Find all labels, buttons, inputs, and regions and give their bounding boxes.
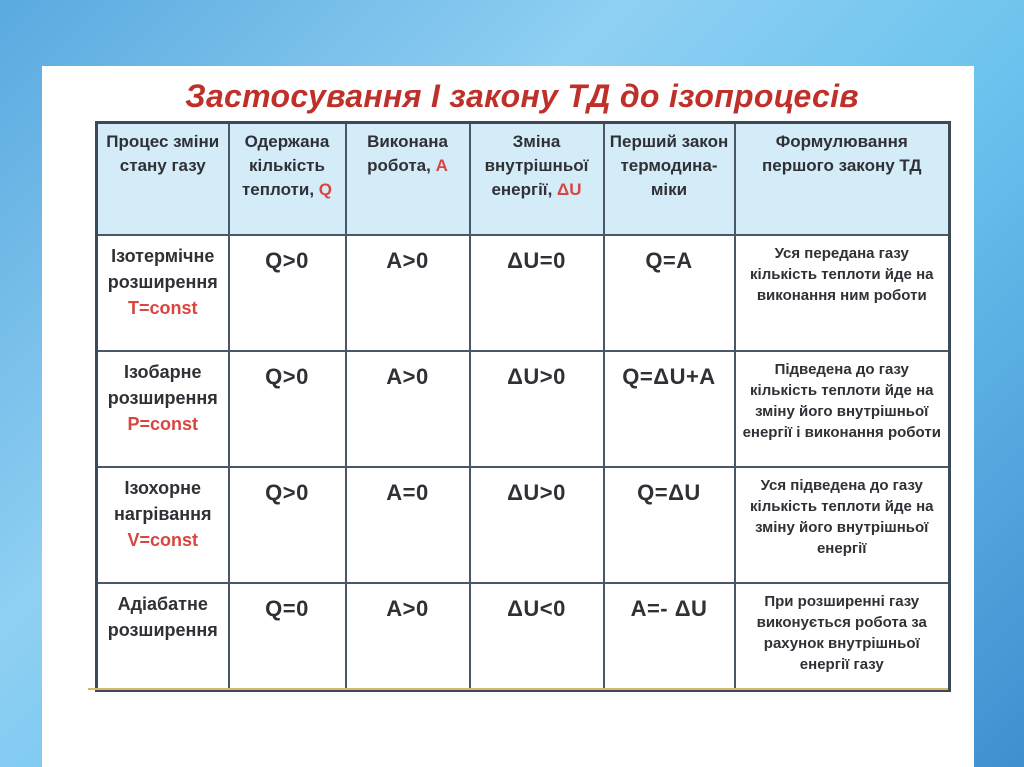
decorative-underline: [88, 688, 948, 690]
heat-cell: Q>0: [229, 235, 346, 351]
process-condition: V=const: [127, 529, 199, 550]
header-heat: Одержана кількість теплоти, Q: [229, 123, 346, 236]
isoprocess-table: [95, 121, 951, 692]
formulation-cell: При розширенні газу виконується робота за рахунок внутрішньої енергії газу: [735, 583, 950, 691]
energy-change-cell: ΔU>0: [470, 351, 604, 467]
header-energy-symbol: ΔU: [557, 180, 582, 199]
work-cell: A=0: [346, 467, 470, 583]
header-row: [97, 123, 950, 236]
first-law-cell: Q=A: [604, 235, 735, 351]
header-heat-symbol: Q: [318, 180, 333, 199]
formulation-cell: Підведена до газу кількість теплоти йде на зміну його внутрішньої енергії і виконання роботи: [735, 351, 950, 467]
heat-cell: Q=0: [229, 583, 346, 691]
header-work: Виконана робота, A: [346, 123, 470, 236]
process-cell: Ізотермічне розширення T=const: [97, 235, 229, 351]
energy-change-cell: ΔU<0: [470, 583, 604, 691]
formulation-cell: Уся підведена до газу кількість теплоти йде на зміну його внутрішньої енергії: [735, 467, 950, 583]
first-law-cell: A=- ΔU: [604, 583, 735, 691]
header-energy: Зміна внутрішньої енергії, ΔU: [470, 123, 604, 236]
process-cell: Ізобарне розширення P=const: [97, 351, 229, 467]
header-first-law: Перший закон термодина-міки: [604, 123, 735, 236]
slide-title: Застосування І закону ТД до ізопроцесів: [185, 78, 859, 114]
process-condition: T=const: [127, 298, 198, 318]
work-cell: A>0: [346, 583, 470, 691]
table-container: [95, 121, 948, 692]
header-process: Процес зміни стану газу: [97, 123, 229, 236]
process-condition: P=const: [127, 413, 199, 434]
heat-cell: Q>0: [229, 467, 346, 583]
energy-change-cell: ΔU=0: [470, 235, 604, 351]
work-cell: A>0: [346, 351, 470, 467]
first-law-cell: Q=ΔU: [604, 467, 735, 583]
table-row: [97, 235, 950, 351]
table-row: [97, 583, 950, 691]
energy-change-cell: ΔU>0: [470, 467, 604, 583]
header-work-symbol: A: [435, 156, 448, 175]
header-formulation: Формулювання першого закону ТД: [735, 123, 950, 236]
table-row: [97, 351, 950, 467]
formulation-cell: Уся передана газу кількість теплоти йде на виконання ним роботи: [735, 235, 950, 351]
process-cell: Адіабатне розширення: [97, 583, 229, 691]
heat-cell: Q>0: [229, 351, 346, 467]
first-law-cell: Q=ΔU+A: [604, 351, 735, 467]
table-row: [97, 467, 950, 583]
process-cell: Ізохорне нагрівання V=const: [97, 467, 229, 583]
work-cell: A>0: [346, 235, 470, 351]
